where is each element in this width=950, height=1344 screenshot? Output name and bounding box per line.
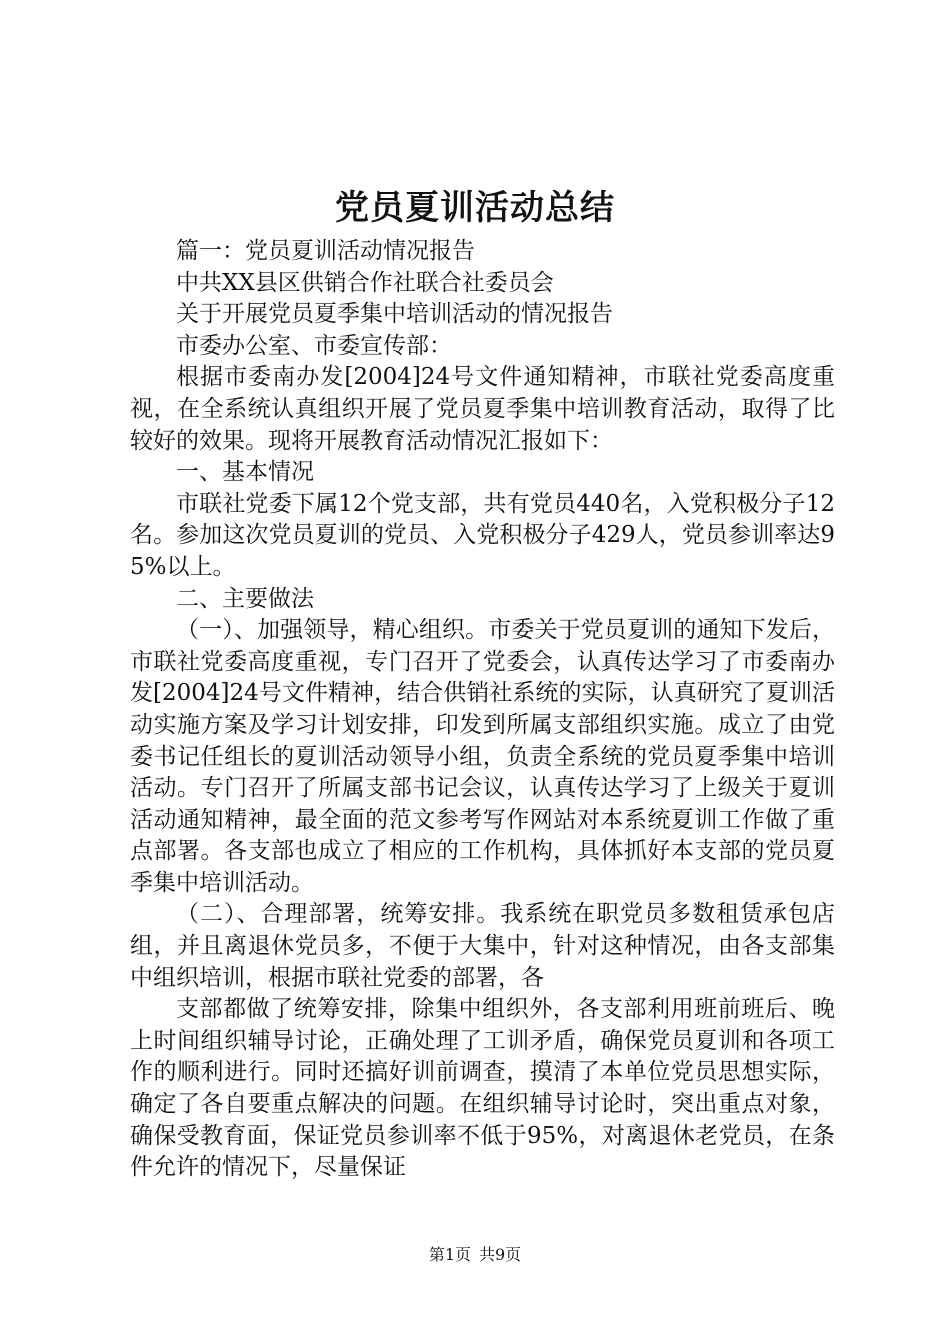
paragraph-1: 篇一：党员夏训活动情况报告 <box>176 238 475 264</box>
paragraph-5: 根据市委南办发[2004]24号文件通知精神，市联社党委高度重视，在全系统认真组织开展了党员夏季集中培训教育活动，取得了比较好的效果。现将开展教育活动情况汇报如下： <box>130 364 835 454</box>
paragraph-8: 二、主要做法 <box>176 585 314 612</box>
page-number: 第1页 <box>428 1245 471 1264</box>
paragraph-10: （二）、合理部署，统筹安排。我系统在职党员多数租赁承包店组，并且离退休党员多，不便于大集中，针对这种情况，由各支部集中组织培训，根据市联社党委的部署，各 <box>130 901 835 991</box>
paragraph-11: 支部都做了统筹安排，除集中组织外，各支部利用班前班后、晚上时间组织辅导讨论，正确处理了工训矛盾，确保党员夏训和各项工作的顺利进行。同时还搞好训前调查，摸清了本单位党员思想实际，确定了各自要重点解决的问题。在组织辅导讨论时，突出重点对象，确保受教育面，保证党员参训率不低于95%，对离退休老党员，在条件允许的情况下，尽量保证 <box>130 996 835 1181</box>
page-total: 共9页 <box>479 1245 522 1264</box>
document-title: 党员夏训活动总结 <box>335 188 615 228</box>
paragraph-3: 关于开展党员夏季集中培训活动的情况报告 <box>176 301 613 328</box>
paragraph-6: 一、基本情况 <box>176 459 314 486</box>
paragraph-7: 市联社党委下属12个党支部，共有党员440名，入党积极分子12名。参加这次党员夏训的党员、入党积极分子429人，党员参训率达95%以上。 <box>130 490 835 580</box>
paragraph-2: 中共XX县区供销合作社联合社委员会 <box>176 269 554 296</box>
document-body <box>130 236 835 1184</box>
page-footer <box>0 1244 950 1266</box>
paragraph-4: 市委办公室、市委宣传部： <box>176 332 452 359</box>
paragraph-9: （一）、加强领导，精心组织。市委关于党员夏训的通知下发后，市联社党委高度重视，专门召开了党委会，认真传达学习了市委南办发[2004]24号文件精神，结合供销社系统的实际，认真研究了夏训活动实施方案及学习计划安排，印发到所属支部组织实施。成立了由党委书记任组长的夏训活动领导小组，负责全系统的党员夏季集中培训活动。专门召开了所属支部书记会议，认真传达学习了上级关于夏训活动通知精神，最全面的范文参考写作网站对本系统夏训工作做了重点部署。各支部也成立了相应的工作机构，具体抓好本支部的党员夏季集中培训活动。 <box>130 617 835 896</box>
